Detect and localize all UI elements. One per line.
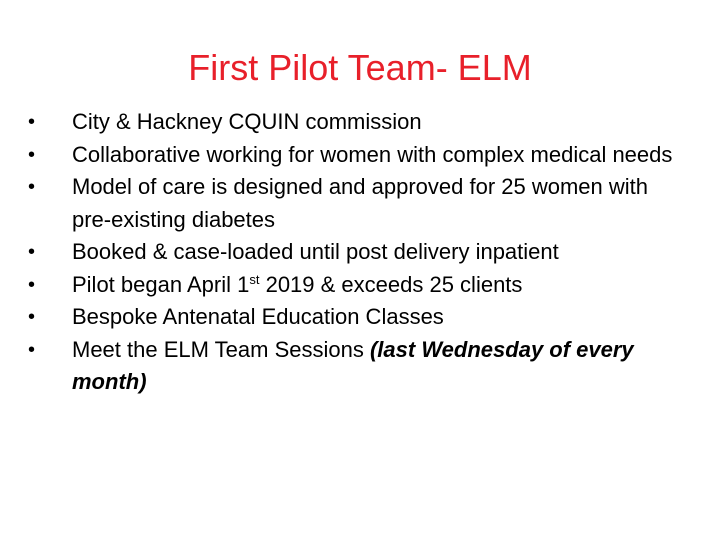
bullet-item xyxy=(26,236,686,269)
bullet-item xyxy=(26,139,686,172)
bullet-text-start: Meet the ELM Team Sessions xyxy=(72,336,370,362)
bullet-text: Model of care is designed and approved for 25 women with pre-existing diabetes xyxy=(72,174,649,232)
bullet-icon: • xyxy=(28,111,36,133)
emphasis-text: (last Wednesday of every month) xyxy=(72,336,634,394)
bullet-item xyxy=(26,301,686,334)
bullet-item xyxy=(26,171,686,236)
bullet-text: City & Hackney CQUIN commission xyxy=(72,109,422,134)
bullet-text xyxy=(72,272,522,297)
bullet-text-start: Pilot began April 1 xyxy=(72,271,250,297)
bullet-item xyxy=(26,334,686,399)
bullet-text xyxy=(72,337,634,395)
bullet-icon: • xyxy=(28,338,36,361)
bullet-item xyxy=(26,106,686,139)
bullet-text: Collaborative working for women with complex medical needs xyxy=(72,141,673,167)
bullet-icon: • xyxy=(28,273,36,296)
ordinal-suffix: st xyxy=(249,271,260,287)
bullet-item xyxy=(26,269,686,302)
bullet-list xyxy=(26,106,686,399)
bullet-icon: • xyxy=(28,143,36,166)
bullet-icon: • xyxy=(28,241,36,263)
bullet-text: Bespoke Antenatal Education Classes xyxy=(72,304,444,329)
slide-title: First Pilot Team- ELM xyxy=(188,47,532,88)
bullet-icon: • xyxy=(28,306,36,328)
bullet-icon: • xyxy=(28,176,36,198)
bullet-text: Booked & case-loaded until post delivery inpatient xyxy=(72,239,559,264)
bullet-text-end: 2019 & exceeds 25 clients xyxy=(259,271,523,297)
